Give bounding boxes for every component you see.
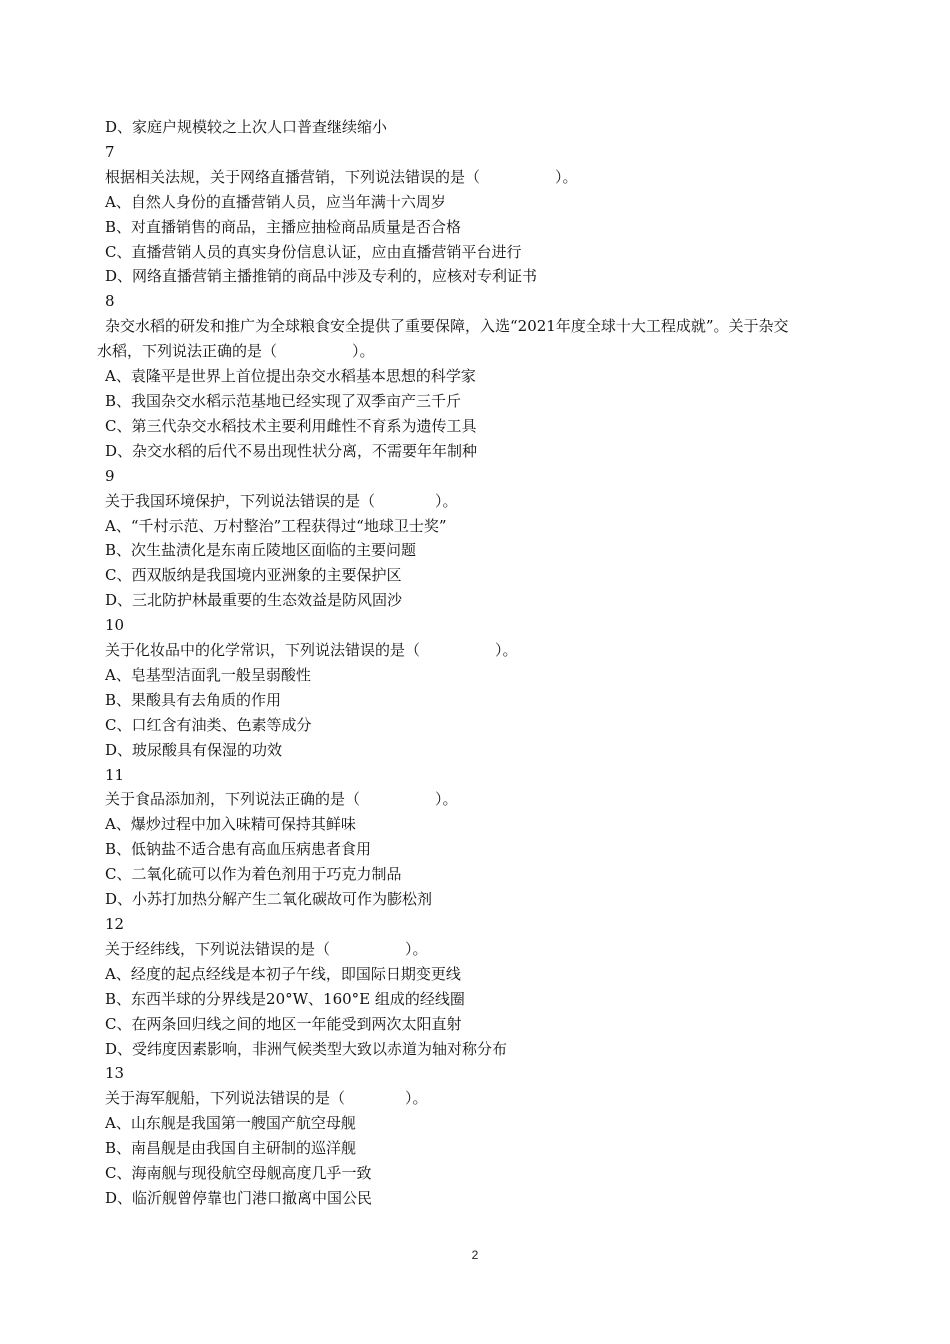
option-c-q10: C、口红含有油类、色素等成分 xyxy=(105,715,312,734)
option-d-q6: D、家庭户规模较之上次人口普查继续缩小 xyxy=(105,118,388,136)
option-b-q11: B、低钠盐不适合患有高血压病患者食用 xyxy=(105,840,372,859)
option-d-q13: D、临沂舰曾停靠也门港口撤离中国公民 xyxy=(105,1188,373,1207)
option-b-q9: B、次生盐渍化是东南丘陵地区面临的主要问题 xyxy=(105,541,417,560)
option-a-q9: A、“千村示范、万村整治”工程获得过“地球卫士奖” xyxy=(105,516,447,535)
question-number-10: 10 xyxy=(105,616,125,635)
option-d-q7: D、网络直播营销主播推销的商品中涉及专利的，应核对专利证书 xyxy=(105,267,538,286)
option-b-q7: B、对直播销售的商品，主播应抽检商品质量是否合格 xyxy=(105,217,462,236)
option-a-q12: A、经度的起点经线是本初子午线，即国际日期变更线 xyxy=(105,964,461,983)
question-stem-7: 根据相关法规，关于网络直播营销，下列说法错误的是（ ）。 xyxy=(105,167,578,186)
question-stem-8-line2: 水稻，下列说法正确的是（ ）。 xyxy=(97,342,375,361)
option-b-q13: B、南昌舰是由我国自主研制的巡洋舰 xyxy=(105,1139,357,1158)
question-number-9: 9 xyxy=(105,466,115,485)
question-number-12: 12 xyxy=(105,915,125,933)
option-c-q11: C、二氧化硫可以作为着色剂用于巧克力制品 xyxy=(105,865,402,884)
question-list xyxy=(97,115,885,1211)
option-b-q12: B、东西半球的分界线是20°W、160°E 组成的经线圈 xyxy=(105,989,465,1008)
option-a-q8: A、袁隆平是世界上首位提出杂交水稻基本思想的科学家 xyxy=(105,367,476,386)
question-stem-12: 关于经纬线，下列说法错误的是（ ）。 xyxy=(105,939,428,958)
option-d-q10: D、玻尿酸具有保湿的功效 xyxy=(105,740,283,759)
question-stem-13: 关于海军舰船，下列说法错误的是（ ）。 xyxy=(105,1089,428,1108)
question-number-7: 7 xyxy=(105,142,115,161)
question-stem-11: 关于食品添加剂，下列说法正确的是（ ）。 xyxy=(105,790,458,809)
option-b-q10: B、果酸具有去角质的作用 xyxy=(105,690,282,709)
option-d-q8: D、杂交水稻的后代不易出现性状分离，不需要年年制种 xyxy=(105,441,478,460)
option-d-q11: D、小苏打加热分解产生二氧化碳故可作为膨松剂 xyxy=(105,890,433,909)
option-a-q10: A、皂基型洁面乳一般呈弱酸性 xyxy=(105,665,311,684)
option-d-q9: D、三北防护林最重要的生态效益是防风固沙 xyxy=(105,591,403,610)
question-stem-9: 关于我国环境保护，下列说法错误的是（ ）。 xyxy=(105,491,458,510)
option-c-q9: C、西双版纳是我国境内亚洲象的主要保护区 xyxy=(105,566,402,585)
option-a-q11: A、爆炒过程中加入味精可保持其鲜味 xyxy=(105,815,356,834)
option-c-q12: C、在两条回归线之间的地区一年能受到两次太阳直射 xyxy=(105,1014,462,1033)
option-a-q13: A、山东舰是我国第一艘国产航空母舰 xyxy=(105,1114,356,1133)
option-c-q7: C、直播营销人员的真实身份信息认证，应由直播营销平台进行 xyxy=(105,242,522,261)
question-number-13: 13 xyxy=(105,1064,125,1083)
question-number-11: 11 xyxy=(105,765,125,784)
question-number-8: 8 xyxy=(105,292,115,311)
option-c-q8: C、第三代杂交水稻技术主要利用雌性不育系为遗传工具 xyxy=(105,416,477,435)
option-c-q13: C、海南舰与现役航空母舰高度几乎一致 xyxy=(105,1164,372,1183)
option-a-q7: A、自然人身份的直播营销人员，应当年满十六周岁 xyxy=(105,192,446,211)
question-stem-8-line1: 杂交水稻的研发和推广为全球粮食安全提供了重要保障，入选“2021年度全球十大工程成就”。关于杂交 xyxy=(105,317,789,336)
option-d-q12: D、受纬度因素影响，非洲气候类型大致以赤道为轴对称分布 xyxy=(105,1039,508,1058)
question-stem-10: 关于化妆品中的化学常识，下列说法错误的是（ ）。 xyxy=(105,641,518,660)
option-b-q8: B、我国杂交水稻示范基地已经实现了双季亩产三千斤 xyxy=(105,391,462,410)
page-number: 2 xyxy=(471,1248,479,1262)
